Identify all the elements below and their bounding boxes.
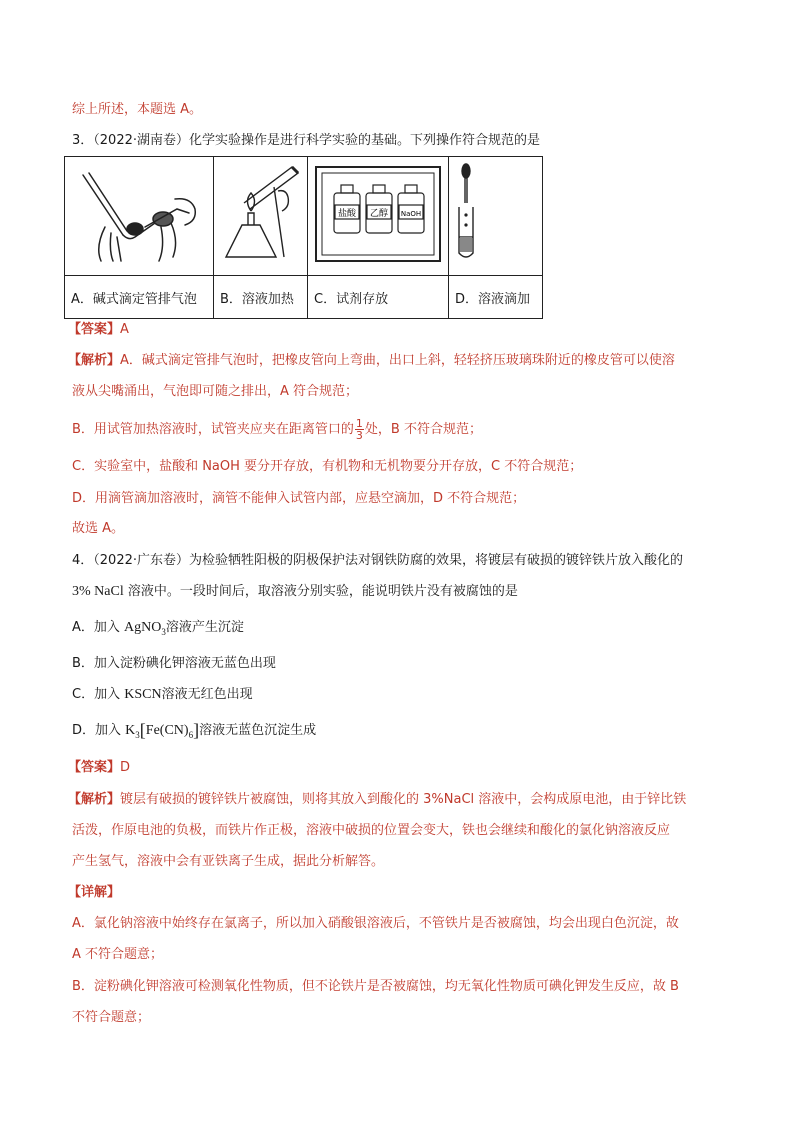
ferricyanide-formula: $K_3[Fe(CN)_6]$ (125, 720, 200, 740)
previous-conclusion: 综上所述，本题选 A。 (72, 102, 203, 117)
fraction-numerator: 1 (355, 417, 363, 430)
q3-answer (68, 320, 129, 340)
option-c-label: C．试剂存放 (308, 276, 449, 319)
q4-option-d (72, 720, 316, 745)
q4-option-b: B．加入淀粉碘化钾溶液无蓝色出现 (72, 656, 276, 671)
q4-detail-heading: 【详解】 (68, 885, 121, 900)
bottle-label-ethanol: 乙醇 (369, 209, 389, 219)
q4-option-a (72, 618, 244, 642)
analysis-b-pre: B．用试管加热溶液时，试管夹应夹在距离管口的 (72, 422, 354, 437)
bottle-label-naoh: NaOH (400, 210, 422, 218)
kscn-formula: KSCN (124, 687, 162, 702)
option-b-figure (214, 157, 308, 276)
answer-tag: 【答案】 (68, 760, 121, 775)
burette-bubble-removal-illustration (65, 157, 213, 271)
q4-analysis-line3: 产生氢气，溶液中会有亚铁离子生成，据此分析解答。 (72, 854, 385, 869)
test-tube-heating-illustration (214, 157, 307, 271)
analysis-tag: 【解析】 (68, 353, 121, 368)
q4-analysis-line1 (68, 790, 686, 810)
option-c-figure (308, 157, 449, 276)
q4-detail-b-line1: B．淀粉碘化钾溶液可检测氧化性物质，但不论铁片是否被腐蚀，均无氧化性物质可碘化钾发生反应，故 B (72, 979, 679, 994)
agno3-formula: AgNO$_3$ (124, 620, 166, 637)
answer-tag: 【答案】 (68, 322, 121, 337)
q3-analysis-a-line1 (68, 351, 675, 371)
opt-text: 溶液无红色出现 (161, 687, 253, 702)
q3-analysis-d: D．用滴管滴加溶液时，滴管不能伸入试管内部，应悬空滴加，D 不符合规范； (72, 491, 526, 506)
q3-analysis-a-line2: 液从尖嘴涌出，气泡即可随之排出，A 符合规范； (72, 384, 359, 399)
dropper-test-tube-illustration (449, 157, 542, 271)
opt-text: 溶液无蓝色沉淀生成 (199, 723, 317, 738)
option-a-label: A．碱式滴定管排气泡 (65, 276, 214, 319)
opt-prefix: A．加入 (72, 620, 125, 635)
answer-value: A (120, 322, 129, 337)
reagent-cabinet-illustration (308, 157, 448, 271)
fraction (355, 418, 364, 441)
option-a-figure (65, 157, 214, 276)
q4-stem-line1: 4．（2022·广东卷）为检验牺牲阳极的阴极保护法对钢铁防腐的效果，将镀层有破损的镀锌铁片放入酸化的 (72, 553, 683, 568)
fraction-denominator: 3 (355, 429, 363, 442)
opt-prefix: C．加入 (72, 687, 125, 702)
analysis-tag: 【解析】 (68, 792, 121, 807)
q3-conclusion: 故选 A。 (72, 521, 125, 536)
q3-analysis-b (72, 418, 482, 441)
analysis-b-post: 处，B 不符合规范； (364, 422, 482, 437)
q4-analysis-line2: 活泼，作原电池的负极，而铁片作正极，溶液中破损的位置会变大，铁也会继续和酸化的氯化钠溶液反应 (72, 823, 671, 838)
analysis-text: A．碱式滴定管排气泡时，把橡皮管向上弯曲，出口上斜，轻轻挤压玻璃珠附近的橡皮管可以使溶 (120, 353, 675, 368)
bottle-label-hcl: 盐酸 (337, 209, 357, 219)
opt-text: 溶液产生沉淀 (165, 620, 244, 635)
stem-text: 溶液中。一段时间后，取溶液分别实验，能说明铁片没有被腐蚀的是 (123, 584, 518, 599)
analysis-text: 镀层有破损的镀锌铁片被腐蚀，则将其放入到酸化的 3%NaCl 溶液中，会构成原电池，由于锌比铁 (120, 792, 687, 807)
nacl-formula: 3% NaCl (72, 584, 124, 599)
q4-stem-line2 (72, 582, 518, 602)
option-d-figure (449, 157, 543, 276)
q4-detail-a-line2: A 不符合题意； (72, 947, 164, 962)
q4-answer (68, 758, 130, 778)
q3-stem: 3．（2022·湖南卷）化学实验操作是进行科学实验的基础。下列操作符合规范的是 (72, 133, 540, 148)
option-d-label: D．溶液滴加 (449, 276, 543, 319)
q3-analysis-c: C．实验室中，盐酸和 NaOH 要分开存放，有机物和无机物要分开存放，C 不符合规范； (72, 459, 583, 474)
q4-detail-b-line2: 不符合题意； (72, 1010, 151, 1025)
q4-option-c (72, 685, 253, 705)
q3-options-table (64, 156, 543, 319)
option-b-label: B．溶液加热 (214, 276, 308, 319)
q4-detail-a-line1: A．氯化钠溶液中始终存在氯离子，所以加入硝酸银溶液后，不管铁片是否被腐蚀，均会出现白色沉淀，故 (72, 916, 679, 931)
opt-prefix: D．加入 (72, 723, 126, 738)
answer-value: D (120, 760, 131, 775)
